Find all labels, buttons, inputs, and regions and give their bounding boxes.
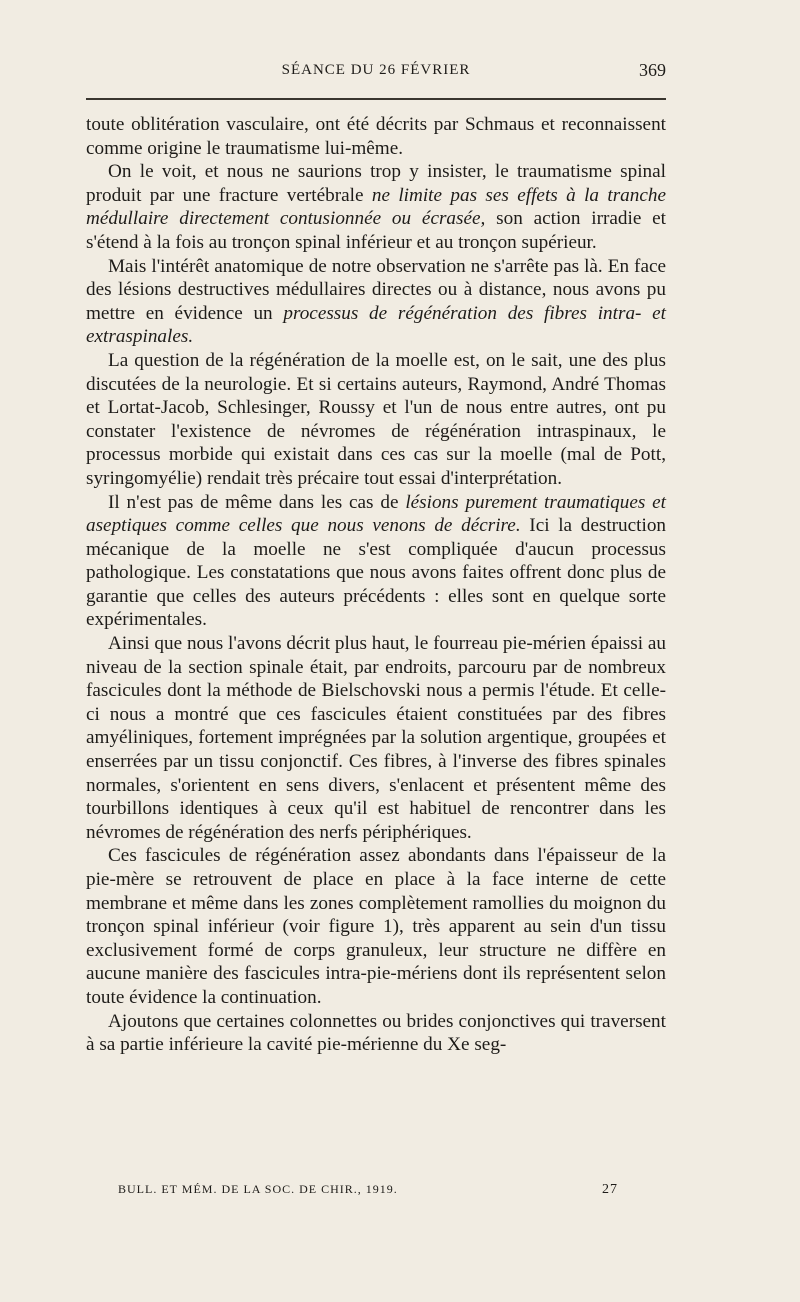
footer-source: BULL. ET MÉM. DE LA SOC. DE CHIR., 1919. <box>118 1182 398 1196</box>
paragraph-2-text-b: son action irradie et s'étend à la fois au tronçon spinal inférieur et au tronçon supérieur. <box>86 208 667 253</box>
running-title: SÉANCE DU 26 FÉVRIER <box>281 62 471 78</box>
paragraph-4: La question de la régénération de la moelle est, on le sait, une des plus discutées de la neurologie. Et si certains auteurs, Raymond, André Thomas et Lortat-Jacob, Schlesinger, Roussy et l'un de nous entre autres, ont pu constater l'existence de névromes de régénération intraspinaux, le processus morbide qui existait dans ces cas sur la moelle (mal de Pott, syringomyélie) rendait très précaire tout essai d'interprétation. <box>86 349 666 489</box>
paragraph-8: Ajoutons que certaines colonnettes ou brides conjonctives qui traversent à sa partie inférieure la cavité pie-mérienne du Xe seg- <box>86 1010 666 1056</box>
paragraph-5 <box>86 491 666 633</box>
paragraph-2-emphasis: ne limite pas ses effets à la tranche médullaire directement contusionnée ou écrasée, <box>86 184 666 230</box>
signature-mark: 27 <box>602 1182 618 1197</box>
paragraph-5-emphasis: lésions purement traumatiques et aseptiques comme celles que nous venons de décrire. <box>86 491 667 537</box>
paragraph-3-text-a: Mais l'intérêt anatomique de notre observation ne s'arrête pas là. En face des lésions destructives médullaires directes ou à distance, nous avons pu mettre en évidence un <box>86 255 666 324</box>
page-header <box>86 58 666 88</box>
paragraph-2 <box>86 160 666 254</box>
header-rule <box>86 98 666 100</box>
page-number: 369 <box>639 60 666 80</box>
body-text <box>86 113 666 1057</box>
paragraph-3 <box>86 255 666 349</box>
paragraph-5-text-b: Ici la destruction mécanique de la moelle ne s'est compliquée d'aucun processus pathologique. Les constatations que nous avons faites offrent donc plus de garantie que celles des auteurs précédents : elles sont en quelque sorte expérimentales. <box>86 515 667 631</box>
paragraph-3-emphasis: processus de régénération des fibres intra- et extraspinales. <box>86 302 666 348</box>
paragraph-5-text-a: Il n'est pas de même dans les cas de <box>108 491 406 513</box>
page-footer <box>118 1182 618 1202</box>
paragraph-1: toute oblitération vasculaire, ont été décrits par Schmaus et reconnaissent comme origine le traumatisme lui-même. <box>86 114 666 159</box>
paragraph-2-text-a: On le voit, et nous ne saurions trop y insister, le traumatisme spinal produit par une fracture vertébrale <box>86 161 666 206</box>
paragraph-6: Ainsi que nous l'avons décrit plus haut, le fourreau pie-mérien épaissi au niveau de la section spinale était, par endroits, parcouru par de nombreux fascicules dont la méthode de Bielschovski nous a permis l'étude. Et celle-ci nous a montré que ces fascicules étaient constituées par des fibres amyéliniques, fortement imprégnées par la solution argentique, groupées et enserrées par un tissu conjonctif. Ces fibres, à l'inverse des fibres spinales normales, s'orientent en sens divers, s'enlacent et présentent même des tourbillons identiques à ceux qu'il est habituel de rencontrer dans les névromes de régénération des nerfs périphériques. <box>86 633 666 843</box>
paragraph-7: Ces fascicules de régénération assez abondants dans l'épaisseur de la pie-mère se retrouvent de place en place à la face interne de cette membrane et même dans les zones complètement ramollies du moignon du tronçon spinal inférieur (voir figure 1), très apparent au sein d'un tissu exclusivement formé de corps granuleux, leur structure ne diffère en aucune manière des fascicules intra-pie-mériens dont ils représentent selon toute évidence la continuation. <box>86 845 666 1008</box>
